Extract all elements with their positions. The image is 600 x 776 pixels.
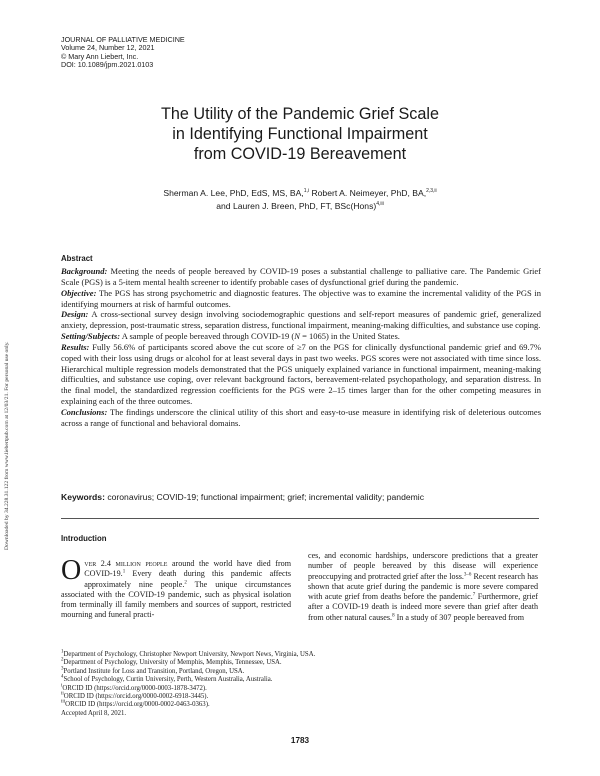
- article-title: [60, 104, 540, 164]
- author-neimeyer: Robert A. Neimeyer, PhD, BA,: [309, 188, 427, 198]
- abstract-heading: Abstract: [61, 254, 93, 263]
- footnote-mark: 3: [61, 666, 64, 672]
- abstract-results: [61, 342, 541, 407]
- drop-cap: O: [61, 555, 82, 586]
- results-text: Fully 56.6% of participants scored above the cut score of ≥7 on the PGS for clinically dysfunctional pandemic grief and 69.7% coped with their loss using drugs or alcohol for at least several days in past two weeks. PGS scores were not associated with time since loss. Hierarchical multiple regression models demonstrated that the PGS uniquely explained variance in functional impairment, meaning-making difficulties, and substance use coping, over relevant background factors, bereavement-related psychopathology, and separation distress. In the final model, the standardized regression coefficients for the PGS were 2–15 times larger than for the other competing measures in explaining each of the three outcomes.: [61, 341, 541, 407]
- journal-doi: DOI: 10.1089/jpm.2021.0103: [61, 60, 154, 70]
- page-number: 1783: [290, 736, 310, 745]
- author-breen: and Lauren J. Breen, PhD, FT, BSc(Hons): [216, 200, 377, 211]
- author-line-1: [60, 187, 540, 200]
- footnote-text: Portland Institute for Loss and Transition, Portland, Oregon, USA.: [63, 667, 245, 675]
- ref-8: 8: [392, 613, 395, 619]
- setting-label: Setting/Subjects:: [61, 331, 121, 342]
- objective-label: Objective:: [61, 287, 97, 298]
- footnote-orcid-1: [61, 685, 541, 693]
- footnote-mark: 2: [61, 658, 64, 664]
- objective-text: The PGS has strong psychometric and diagnostic features. The objective was to examine the incremental validity of the PGS in identifying mourners at risk of harmful outcomes.: [61, 287, 541, 309]
- journal-name: JOURNAL OF PALLIATIVE MEDICINE: [61, 35, 185, 44]
- introduction-heading: Introduction: [61, 534, 107, 543]
- setting-text-post: = 1065) in the United States.: [299, 331, 400, 342]
- keywords: [61, 492, 541, 502]
- design-text: A cross-sectional survey design involving sociodemographic questions and self-report measures of pandemic grief, generalized anxiety, depression, post-traumatic stress, separation distress, functional impairment, meaning-making difficulties, and substance use coping.: [61, 309, 541, 331]
- intro-paragraph-right: [308, 551, 538, 623]
- conclusions-text: The findings underscore the clinical utility of this short and easy-to-use measure in identifying risk of deleterious outcomes across a range of functional and behavioral domains.: [61, 406, 541, 428]
- journal-volume: Volume 24, Number 12, 2021: [61, 43, 155, 53]
- footnote-text: School of Psychology, Curtin University, Perth, Western Australia, Australia.: [63, 676, 273, 684]
- background-label: Background:: [61, 266, 108, 276]
- abstract-body: [61, 266, 541, 429]
- keywords-text: coronavirus; COVID-19; functional impairment; grief; incremental validity; pandemic: [104, 492, 424, 502]
- author-neimeyer-affil: 2,3,ii: [426, 188, 437, 195]
- title-line-3: from COVID-19 Bereavement: [193, 145, 407, 163]
- footnote-orcid-3: [61, 701, 541, 709]
- abstract-design: [61, 309, 541, 331]
- ref-7: 7: [472, 592, 476, 598]
- abstract-setting: [61, 331, 541, 342]
- intro-column-right: [308, 551, 538, 623]
- author-breen-affil: 4,iii: [376, 200, 384, 207]
- intro-column-left: [61, 555, 291, 621]
- results-label: Results:: [61, 341, 90, 352]
- footnote-text: Department of Psychology, University of Memphis, Memphis, Tennessee, USA.: [63, 659, 282, 667]
- intro-lead: ver 2.4 million people: [84, 559, 168, 568]
- journal-header: [61, 36, 185, 70]
- journal-copyright: © Mary Ann Liebert, Inc.: [61, 51, 139, 61]
- abstract-conclusions: [61, 407, 541, 429]
- footnote-affil-4: [61, 676, 541, 684]
- footnotes: [61, 651, 541, 718]
- footnote-text: ORCID ID (https://orcid.org/0000-0002-0463-0363).: [65, 701, 210, 709]
- accepted-date: Accepted April 8, 2021.: [61, 709, 127, 717]
- setting-n: N: [294, 331, 300, 342]
- footnote-mark: iii: [61, 700, 66, 706]
- author-lee: Sherman A. Lee, PhD, EdS, MS, BA,: [163, 188, 304, 198]
- keywords-label: Keywords:: [61, 492, 105, 502]
- abstract-objective: [61, 288, 541, 310]
- footnote-text: Department of Psychology, Christopher Newport University, Newport News, Virginia, USA.: [63, 651, 316, 658]
- ref-2: 2: [184, 579, 187, 585]
- footnote-mark: ii: [61, 691, 64, 697]
- intro-text-2: Every death during this pandemic affects approximately nine people.: [84, 569, 291, 589]
- footnote-affil-2: [61, 659, 541, 667]
- intro-text-4: ces, and economic hardships, underscore predictions that a greater number of people bereaved by this disease will experience preoccupying and protracted grief after the loss.: [308, 551, 538, 581]
- intro-text-1: around the world have died from COVID-19.: [84, 559, 291, 579]
- design-label: Design:: [61, 309, 89, 320]
- section-divider: [61, 518, 539, 519]
- setting-text-pre: A sample of people bereaved through COVID-19 (: [120, 331, 295, 342]
- title-line-2: in Identifying Functional Impairment: [172, 125, 428, 143]
- footnote-text: ORCID ID (https://orcid.org/0000-0002-6918-3445).: [63, 693, 209, 701]
- footnote-text: ORCID ID (https://orcid.org/0000-0003-1878-3472).: [62, 684, 207, 692]
- conclusions-label: Conclusions:: [61, 406, 108, 417]
- abstract-background: [61, 266, 541, 288]
- intro-text-6: Furthermore, grief after a COVID-19 death is indeed more severe than grief after death from other natural causes.: [308, 592, 539, 622]
- title-line-1: The Utility of the Pandemic Grief Scale: [160, 105, 439, 123]
- intro-text-3: The unique circumstances associated with the COVID-19 pandemic, such as physical isolation from terminally ill family members and sources of support, restricted mourning and funeral practi-: [61, 579, 291, 620]
- download-sidebar: [4, 250, 16, 550]
- background-text: Meeting the needs of people bereaved by COVID-19 poses a substantial challenge to palliative care. The Pandemic Grief Scale (PGS) is a 5-item mental health screener to identify probable cases of dysfunctional grief during the pandemic.: [61, 266, 541, 287]
- download-notice: Downloaded by 34.228.31.122 from www.liebertpub.com at 12/03/21. For personal use only.: [4, 341, 10, 550]
- author-list: [60, 187, 540, 212]
- ref-3-6: 3–6: [463, 571, 472, 577]
- ref-1: 1: [122, 569, 126, 575]
- author-line-2: [60, 200, 540, 213]
- intro-text-7: In a study of 307 people bereaved from: [394, 612, 525, 622]
- footnote-affil-3: [61, 668, 541, 676]
- footnote-mark: i: [61, 683, 63, 689]
- intro-paragraph-left: [61, 555, 291, 621]
- author-lee-affil: 1,i: [303, 188, 310, 195]
- footnote-mark: 1: [61, 649, 64, 655]
- footnote-mark: 4: [61, 674, 64, 680]
- intro-text-5: Recent research has shown that acute grief during the pandemic is more severe compared with acute grief from deaths before the pandemic.: [308, 571, 538, 602]
